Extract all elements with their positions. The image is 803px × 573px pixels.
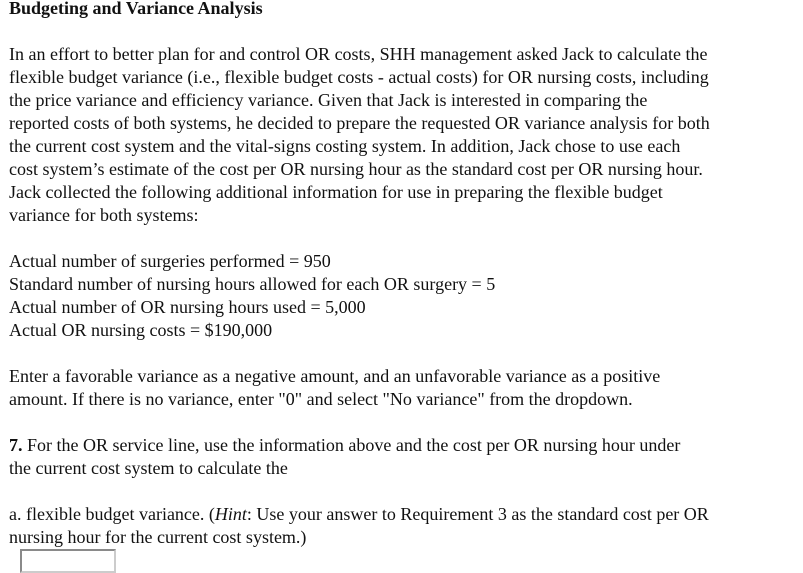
intro-line: flexible budget variance (i.e., flexible budget costs - actual costs) for OR nursing costs, including (9, 67, 709, 87)
hint-label: Hint (214, 504, 247, 524)
facts-list (9, 250, 799, 342)
flexible-budget-variance-input[interactable] (20, 549, 116, 573)
question-text: the current cost system to calculate the (9, 458, 288, 478)
intro-line: reported costs of both systems, he decided to prepare the requested OR variance analysis for both (9, 113, 710, 133)
fact-item: Actual OR nursing costs = $190,000 (9, 320, 273, 340)
intro-paragraph (9, 43, 799, 227)
question-7 (9, 434, 799, 480)
intro-line: In an effort to better plan for and control OR costs, SHH management asked Jack to calculate the (9, 44, 708, 64)
intro-line: the price variance and efficiency variance. Given that Jack is interested in comparing the (9, 90, 648, 110)
part-a-hint-text: nursing hour for the current cost system.) (9, 527, 307, 547)
instructions (9, 365, 799, 411)
fact-item: Standard number of nursing hours allowed for each OR surgery = 5 (9, 274, 496, 294)
instruction-line: Enter a favorable variance as a negative amount, and an unfavorable variance as a positive (9, 366, 661, 386)
part-a-prefix: a. flexible budget variance. ( (9, 504, 215, 524)
instruction-line: amount. If there is no variance, enter "0" and select "No variance" from the dropdown. (9, 389, 633, 409)
fact-item: Actual number of surgeries performed = 950 (9, 251, 331, 271)
question-number: 7. (9, 435, 23, 455)
intro-line: the current cost system and the vital-signs costing system. In addition, Jack chose to use each (9, 136, 681, 156)
fact-item: Actual number of OR nursing hours used = 5,000 (9, 297, 366, 317)
intro-line: cost system’s estimate of the cost per OR nursing hour as the standard cost per OR nursing hour. (9, 159, 703, 179)
question-text: For the OR service line, use the information above and the cost per OR nursing hour under (22, 435, 681, 455)
part-a-hint-text: : Use your answer to Requirement 3 as the standard cost per OR (246, 504, 709, 524)
part-a (9, 503, 799, 549)
intro-line: Jack collected the following additional information for use in preparing the flexible budget (9, 182, 663, 202)
document (9, 0, 799, 549)
intro-line: variance for both systems: (9, 205, 199, 225)
page-title: Budgeting and Variance Analysis (9, 0, 263, 18)
